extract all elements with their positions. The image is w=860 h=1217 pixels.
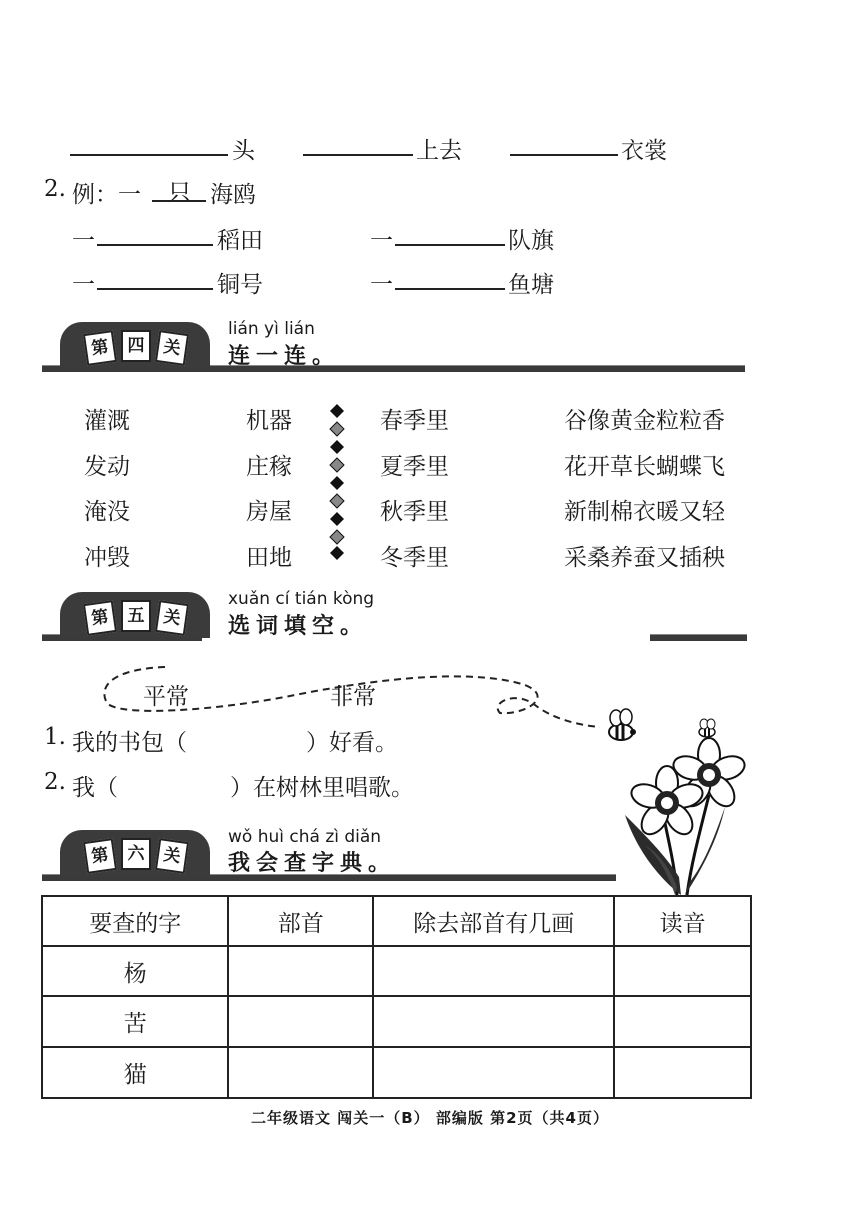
match-item: 夏季里 [380,454,449,480]
section-card: 关 [155,838,189,874]
question-text: 我（ [72,775,118,801]
section-card: 第 [83,330,117,366]
example-underline [152,200,206,202]
section-pinyin: wǒ huì chá zì diǎn [228,827,382,847]
measure-noun: 队旗 [508,228,554,254]
match-item: 花开草长蝴蝶飞 [564,454,725,480]
measure-prefix: 一 [370,272,393,298]
answer-blank[interactable] [128,769,228,797]
question-number: 1. [44,724,66,750]
answer-cell[interactable] [614,1047,751,1098]
blank-line[interactable] [70,154,228,156]
blank-line[interactable] [395,288,505,290]
section-pinyin: xuǎn cí tián kòng [228,589,375,609]
measure-noun: 稻田 [217,228,263,254]
page-footer: 二年级语文 闯关一（B） 部编版 第2页（共4页） [251,1109,609,1127]
match-item: 秋季里 [380,499,449,525]
diamond-divider [328,402,346,562]
section-card: 关 [155,330,189,366]
measure-prefix: 一 [72,228,95,254]
table-row [42,1047,751,1098]
section-rule [650,634,747,641]
match-item: 灌溉 [84,408,130,434]
example-answer: 只 [168,180,191,206]
example-noun: 海鸥 [210,182,256,208]
example-prefix: 例：一 [72,182,141,208]
match-item: 新制棉衣暖又轻 [564,499,725,525]
fill-text: 上去 [416,138,462,164]
fill-text: 头 [232,138,255,164]
blank-line[interactable] [510,154,618,156]
lookup-char: 猫 [42,1047,228,1098]
table-header: 读音 [614,896,751,946]
lookup-char: 苦 [42,996,228,1047]
answer-cell[interactable] [228,996,373,1047]
table-header: 要查的字 [42,896,228,946]
table-header: 除去部首有几画 [373,896,614,946]
match-item: 发动 [84,454,130,480]
answer-blank[interactable] [205,724,303,752]
match-item: 春季里 [380,408,449,434]
fill-text: 衣裳 [621,138,667,164]
section-card: 第 [83,600,117,636]
answer-cell[interactable] [228,1047,373,1098]
blank-line[interactable] [303,154,413,156]
section-title: 我会查字典。 [228,851,397,876]
dictionary-table [41,895,752,1099]
blank-line[interactable] [97,244,213,246]
answer-cell[interactable] [373,996,614,1047]
measure-prefix: 一 [72,272,95,298]
match-item: 机器 [246,408,292,434]
answer-cell[interactable] [373,946,614,996]
answer-cell[interactable] [614,996,751,1047]
lookup-char: 杨 [42,946,228,996]
question-number: 2. [44,176,66,202]
match-item: 谷像黄金粒粒香 [564,408,725,434]
match-item: 田地 [246,545,292,571]
measure-prefix: 一 [370,228,393,254]
question-text: 我的书包（ [72,730,187,756]
word-option: 平常 [143,684,189,710]
table-header-row [42,896,751,946]
match-item: 房屋 [246,499,292,525]
blank-line[interactable] [97,288,213,290]
section-card: 五 [121,600,151,632]
flower-illustration [615,715,755,897]
match-item: 庄稼 [246,454,292,480]
question-text: ）好看。 [306,730,398,756]
measure-noun: 鱼塘 [508,272,554,298]
measure-noun: 铜号 [217,272,263,298]
section-card: 六 [121,838,151,870]
answer-cell[interactable] [228,946,373,996]
section-title: 连一连。 [228,344,341,369]
answer-cell[interactable] [614,946,751,996]
match-item: 采桑养蚕又插秧 [564,545,725,571]
table-row [42,946,751,996]
question-number: 2. [44,769,66,795]
word-option: 非常 [330,684,376,710]
section-card: 四 [121,330,151,362]
blank-line[interactable] [395,244,505,246]
table-header: 部首 [228,896,373,946]
section-pinyin: lián yì lián [228,319,315,339]
match-item: 淹没 [84,499,130,525]
table-row [42,996,751,1047]
answer-cell[interactable] [373,1047,614,1098]
match-item: 冬季里 [380,545,449,571]
section-title: 选词填空。 [228,614,369,639]
question-text: ）在树林里唱歌。 [230,775,414,801]
section-card: 第 [83,838,117,874]
section-card: 关 [155,600,189,636]
match-item: 冲毁 [84,545,130,571]
